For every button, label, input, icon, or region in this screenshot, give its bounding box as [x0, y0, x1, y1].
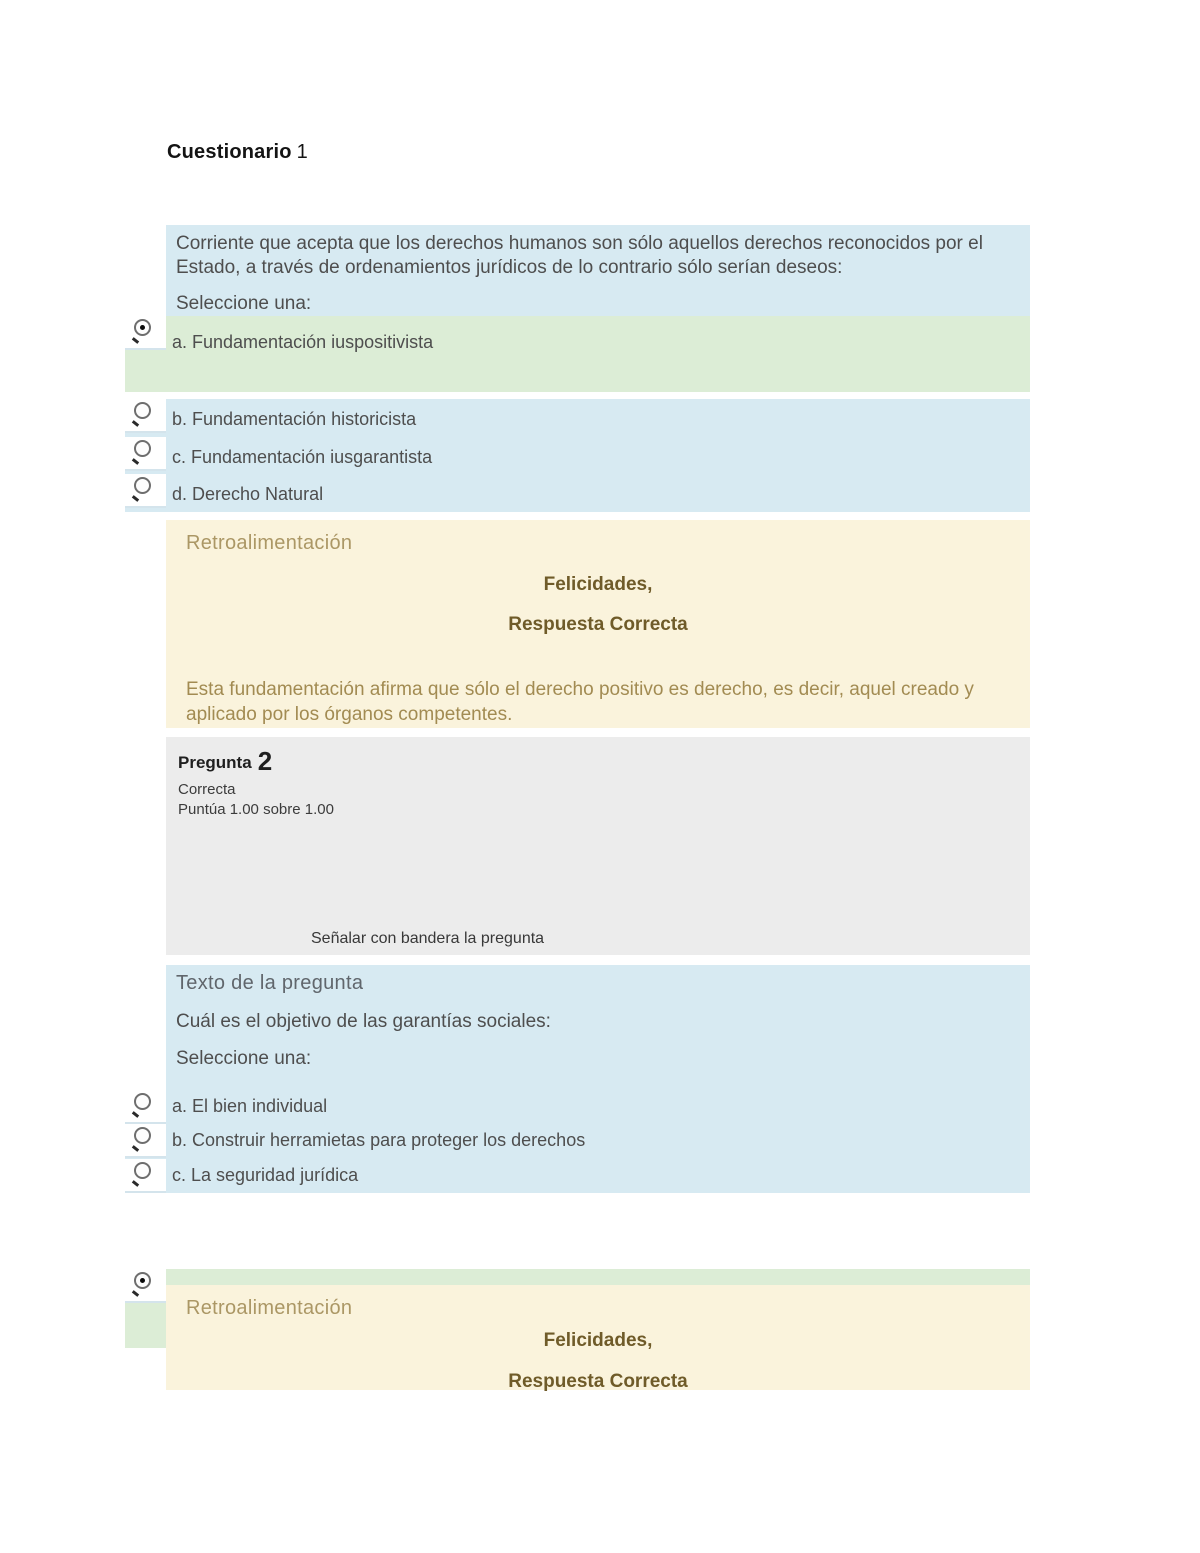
- question1-options-bcd: [125, 399, 1030, 512]
- question2-feedback-heading: Retroalimentación: [186, 1297, 353, 1319]
- question2-points: Puntúa 1.00 sobre 1.00: [178, 801, 334, 818]
- question2-feedback-correct: Respuesta Correcta: [508, 1371, 688, 1392]
- question2-header-label: Pregunta: [178, 753, 252, 772]
- question2-option-c-label[interactable]: c. La seguridad jurídica: [172, 1164, 359, 1185]
- page-title: [167, 141, 308, 164]
- question2-header-box: [166, 737, 1030, 955]
- question2-status: Correcta: [178, 781, 236, 798]
- question1-option-a-radio-cell: [125, 316, 166, 350]
- question1-option-a[interactable]: [125, 316, 1030, 392]
- question2-select-label: Seleccione una:: [176, 1048, 312, 1069]
- question2-option-c[interactable]: [125, 1159, 1030, 1193]
- question1-feedback-box: [166, 520, 1030, 728]
- question2-option-d-radio-cell: [125, 1269, 166, 1303]
- question1-option-a-label[interactable]: a. Fundamentación iuspositivista: [172, 332, 434, 352]
- question1-option-b-label[interactable]: b. Fundamentación historicista: [172, 409, 417, 429]
- question1-option-c-label[interactable]: c. Fundamentación iusgarantista: [172, 446, 433, 467]
- question1-option-b-radio-cell: [125, 399, 166, 433]
- question1-feedback-congrats: Felicidades,: [543, 574, 653, 595]
- question1-option-d-label[interactable]: d. Derecho Natural: [172, 484, 324, 505]
- question1-option-c-radio-cell: [125, 437, 166, 471]
- question2-option-a-label[interactable]: a. El bien individual: [172, 1096, 328, 1116]
- question2-text-box: [166, 965, 1030, 1090]
- page-title-text: Cuestionario: [167, 141, 292, 163]
- radio-button-icon[interactable]: [134, 1127, 151, 1144]
- radio-button-icon[interactable]: [134, 1272, 151, 1289]
- question2-option-b-radio-cell: [125, 1124, 166, 1158]
- question2-text-header: Texto de la pregunta: [176, 972, 364, 994]
- question1-option-b[interactable]: [125, 399, 1030, 437]
- question2-flag-link[interactable]: Señalar con bandera la pregunta: [311, 930, 545, 947]
- radio-button-icon[interactable]: [134, 1093, 151, 1110]
- question2-feedback-congrats: Felicidades,: [543, 1330, 653, 1351]
- question1-option-d-radio-cell: [125, 474, 166, 508]
- question1-option-c[interactable]: [125, 437, 1030, 475]
- radio-button-icon[interactable]: [134, 1162, 151, 1179]
- question1-text-box: [166, 225, 1030, 316]
- radio-button-icon[interactable]: [134, 440, 151, 457]
- question1-option-d[interactable]: [125, 474, 1030, 512]
- page-title-number: 1: [296, 141, 308, 163]
- radio-button-icon[interactable]: [134, 477, 151, 494]
- question2-option-a[interactable]: [125, 1090, 1030, 1124]
- question2-option-c-radio-cell: [125, 1159, 166, 1193]
- question1-feedback-body: Esta fundamentación afirma que sólo el derecho positivo es derecho, es decir, aquel creado y aplicado por los órganos competentes.: [186, 679, 974, 725]
- radio-button-icon[interactable]: [134, 402, 151, 419]
- question1-select-label: Seleccione una:: [176, 293, 312, 314]
- question2-option-b-label[interactable]: b. Construir herramietas para proteger los derechos: [172, 1130, 586, 1151]
- radio-button-icon[interactable]: [134, 319, 151, 336]
- question2-header-number: 2: [257, 746, 273, 776]
- question2-option-a-radio-cell: [125, 1090, 166, 1124]
- question2-option-b[interactable]: [125, 1124, 1030, 1158]
- question2-text: Cuál es el objetivo de las garantías sociales:: [176, 1011, 551, 1032]
- question2-options-abc: [125, 1090, 1030, 1193]
- question1-text: Corriente que acepta que los derechos humanos son sólo aquellos derechos reconocidos por el Estado, a través de ordenamientos jurídicos de lo contrario sólo serían deseos:: [176, 233, 983, 278]
- question2-feedback-box: [166, 1285, 1030, 1390]
- question1-feedback-heading: Retroalimentación: [186, 532, 353, 554]
- question2-header-title: [178, 746, 1018, 777]
- question1-feedback-correct: Respuesta Correcta: [508, 614, 688, 635]
